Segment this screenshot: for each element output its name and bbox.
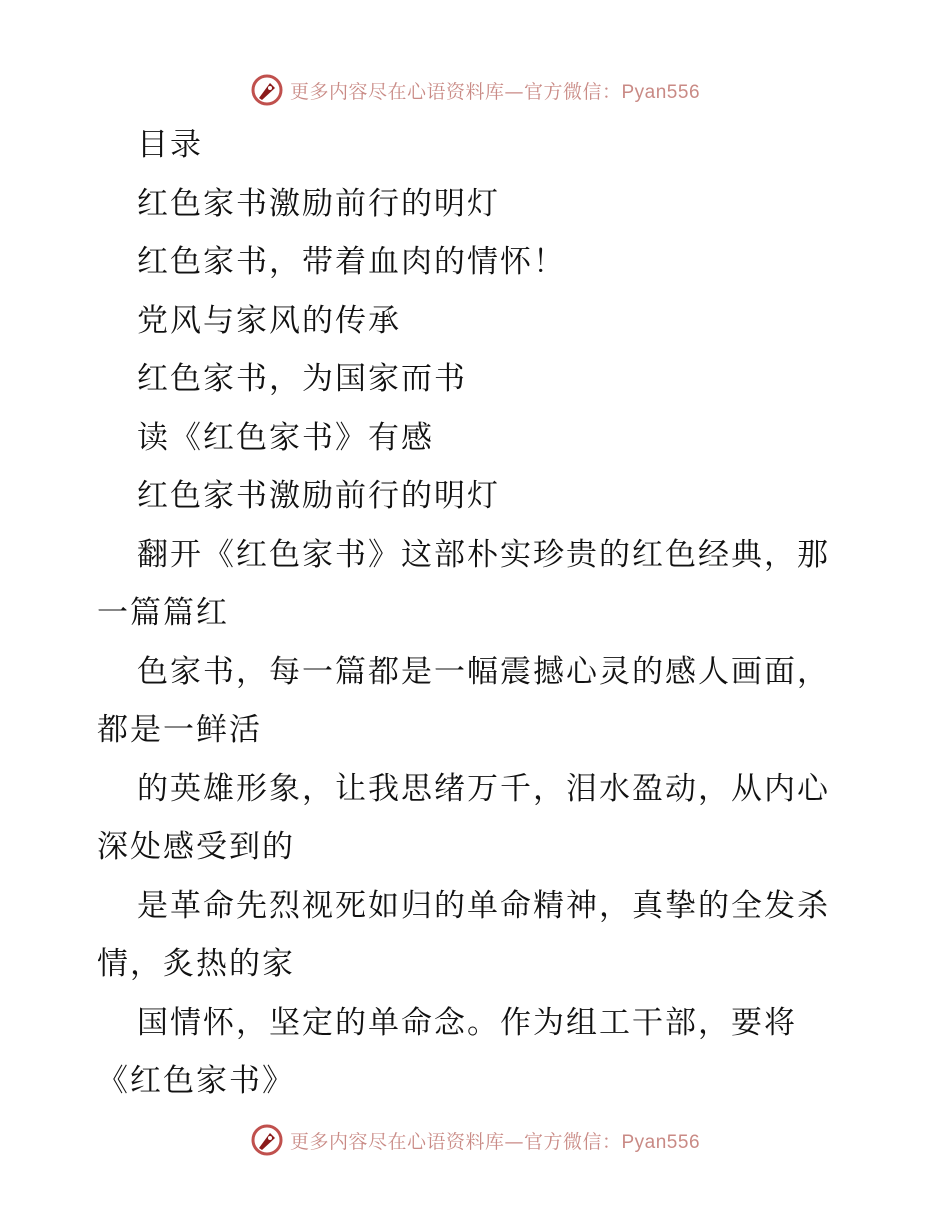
paragraph-line: 色家书，每一篇都是一幅震撼心灵的感人画面， [137, 653, 830, 690]
pen-nib-logo-icon [250, 1123, 284, 1157]
watermark-text: 更多内容尽在心语资料库—官方微信：Pyan556 [289, 1130, 701, 1153]
footer-watermark [0, 1120, 950, 1160]
paragraph-line: 是革命先烈视死如归的单命精神，真挚的全发杀 [137, 887, 830, 924]
watermark-text: 更多内容尽在心语资料库—官方微信：Pyan556 [289, 80, 701, 103]
paragraph-line: 的英雄形象，让我思绪万千，泪水盈动，从内心 [137, 770, 830, 807]
paragraph-line: 深处感受到的 [97, 829, 295, 865]
paragraph-line: 国情怀，坚定的单命念。作为组工干部，要将 [137, 1004, 797, 1041]
toc-item: 红色家书，带着血肉的情怀！ [137, 244, 566, 280]
toc-heading: 目录 [137, 127, 203, 163]
toc-item: 红色家书激励前行的明灯 [137, 185, 500, 222]
paragraph-line: 情，炙热的家 [97, 946, 295, 982]
toc-item: 读《红色家书》有感 [137, 419, 434, 456]
article-title: 红色家书激励前行的明灯 [137, 478, 500, 514]
pen-nib-logo-icon [250, 73, 284, 107]
document-body [97, 116, 857, 1111]
toc-item: 红色家书，为国家而书 [137, 361, 467, 397]
paragraph-line: 都是一鲜活 [97, 712, 262, 748]
toc-item: 党风与家风的传承 [137, 302, 401, 339]
paragraph-line: 翻开《红色家书》这部朴实珍贵的红色经典，那 [137, 536, 830, 573]
paragraph-line: 《红色家书》 [97, 1063, 295, 1099]
paragraph-line: 一篇篇红 [97, 595, 229, 631]
header-watermark [0, 70, 950, 110]
